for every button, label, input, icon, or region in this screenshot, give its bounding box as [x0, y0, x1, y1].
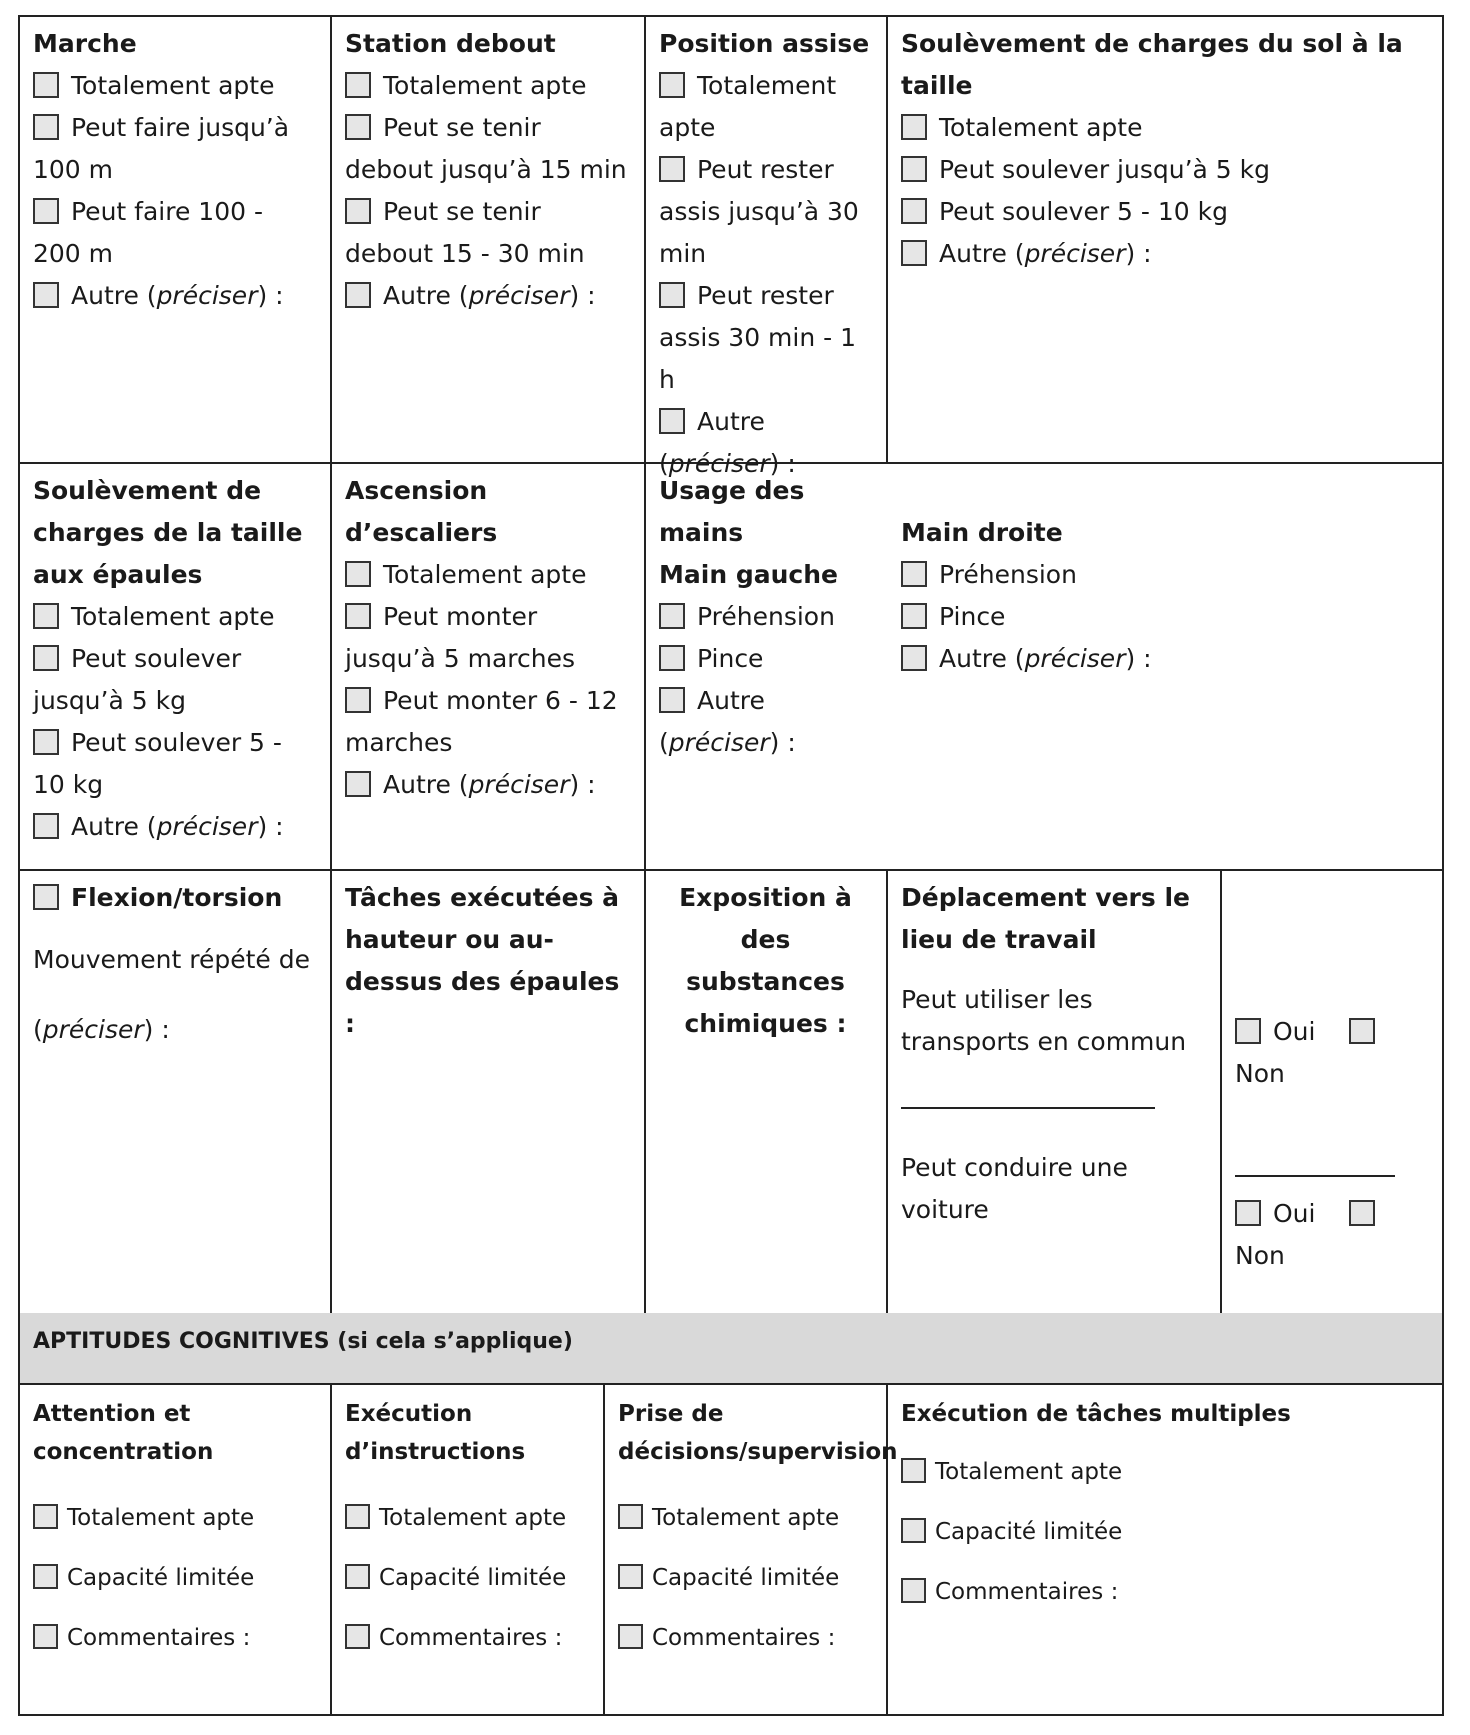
option-totally-fit[interactable] [33, 1499, 316, 1537]
option-limited[interactable] [345, 1559, 589, 1597]
instructions-title: Exécution d’instructions [345, 1401, 526, 1465]
assessment-form [18, 15, 1444, 1716]
checkbox[interactable] [618, 1624, 643, 1649]
option-5-10kg[interactable] [901, 191, 1430, 233]
option-label: Commentaires : [935, 1579, 1119, 1605]
option-label: Peut faire jusqu’à 100 m [33, 113, 290, 184]
checkbox[interactable] [33, 1624, 58, 1649]
option-label: Totalement apte [383, 560, 587, 589]
walking-title: Marche [33, 29, 137, 58]
lift-floor-waist-title: Soulèvement de charges du sol à la taille [901, 29, 1403, 100]
row-mobility [18, 15, 1444, 478]
cell-sitting [644, 15, 886, 478]
checkbox[interactable] [901, 645, 927, 671]
checkbox[interactable] [33, 72, 59, 98]
other-label: Autre [697, 407, 765, 436]
option-left-other[interactable]: Autre (préciser) : [659, 686, 796, 757]
option-comments[interactable] [345, 1619, 589, 1657]
other-hint: préciser [668, 449, 770, 478]
other-label: Autre [383, 281, 451, 310]
commute-title: Déplacement vers le lieu de travail [901, 883, 1190, 954]
other-suffix: ) : [1125, 644, 1152, 673]
no-label: Non [1235, 1241, 1285, 1270]
sitting-title: Position assise [659, 29, 870, 58]
checkbox[interactable] [901, 198, 927, 224]
checkbox-yes[interactable] [1235, 1018, 1261, 1044]
option-label: Totalement apte [383, 71, 587, 100]
option-comments[interactable] [33, 1619, 316, 1657]
checkbox-yes[interactable] [1235, 1200, 1261, 1226]
option-label: Peut soulever 5 - 10 kg [939, 197, 1228, 226]
other-label: Autre [71, 281, 139, 310]
option-label: Totalement apte [379, 1505, 567, 1531]
transit-yes-no [1235, 1011, 1435, 1095]
other-label: Autre [697, 686, 765, 715]
other-hint: préciser [668, 728, 770, 757]
no-label: Non [1235, 1059, 1285, 1088]
option-label: Pince [939, 602, 1006, 631]
checkbox[interactable] [345, 114, 371, 140]
checkbox[interactable] [33, 813, 59, 839]
checkbox[interactable] [618, 1564, 643, 1589]
option-other[interactable]: Autre (préciser) : [33, 275, 316, 317]
checkbox[interactable] [345, 603, 371, 629]
option-right-other[interactable]: Autre (préciser) : [901, 638, 1401, 680]
option-label: Peut se tenir debout 15 - 30 min [345, 197, 585, 268]
option-other[interactable]: Autre (préciser) : [33, 806, 316, 848]
option-label: Peut soulever jusqu’à 5 kg [33, 644, 242, 715]
checkbox[interactable] [345, 1624, 370, 1649]
cognitive-section-title: APTITUDES COGNITIVES (si cela s’applique) [33, 1329, 573, 1354]
repeat-movement-label: Mouvement répété de [33, 945, 310, 974]
chemicals-title: Exposition à des substances chimiques : [679, 883, 852, 1038]
option-totally-fit[interactable] [345, 65, 630, 107]
row-posture [18, 869, 1444, 1313]
other-label: Autre [939, 644, 1007, 673]
option-label: Peut soulever 5 - 10 kg [33, 728, 282, 799]
option-6-12-steps[interactable] [345, 680, 630, 764]
stairs-title: Ascension d’escaliers [345, 476, 498, 547]
checkbox-no[interactable] [1349, 1018, 1375, 1044]
option-totally-fit[interactable] [33, 596, 316, 638]
option-label: Capacité limitée [67, 1565, 255, 1591]
checkbox[interactable] [618, 1504, 643, 1529]
other-suffix: ) : [769, 449, 796, 478]
checkbox-no[interactable] [1349, 1200, 1375, 1226]
checkbox[interactable] [659, 72, 685, 98]
option-label: Peut rester assis 30 min - 1 h [659, 281, 857, 394]
other-hint: préciser [1024, 239, 1126, 268]
checkbox[interactable] [345, 687, 371, 713]
overhead-title: Tâches exécutées à hauteur ou au-dessus des épaules : [345, 883, 620, 1038]
option-label: Totalement apte [71, 602, 275, 631]
checkbox[interactable] [33, 114, 59, 140]
option-other[interactable]: Autre (préciser) : [345, 764, 630, 806]
other-hint: préciser [468, 770, 570, 799]
checkbox[interactable] [345, 1564, 370, 1589]
standing-title: Station debout [345, 29, 556, 58]
yes-label: Oui [1273, 1017, 1316, 1046]
option-label: Totalement apte [652, 1505, 840, 1531]
option-up-to-5kg[interactable] [33, 638, 316, 722]
flexion-title: Flexion/torsion [71, 883, 283, 912]
hint-text: préciser [42, 1015, 144, 1044]
option-30min-1h[interactable] [659, 275, 872, 401]
option-label: Peut monter 6 - 12 marches [345, 686, 618, 757]
checkbox[interactable] [659, 645, 685, 671]
other-hint: préciser [156, 281, 258, 310]
option-label: Commentaires : [379, 1625, 563, 1651]
left-hand-title: Main gauche [659, 560, 838, 589]
checkbox[interactable] [345, 771, 371, 797]
option-label: Préhension [939, 560, 1077, 589]
checkbox[interactable] [33, 282, 59, 308]
option-other[interactable]: Autre (préciser) : [345, 275, 630, 317]
cell-multitask [886, 1383, 1444, 1716]
option-comments[interactable] [901, 1573, 1430, 1611]
checkbox[interactable] [345, 282, 371, 308]
option-label: Préhension [697, 602, 835, 631]
checkbox[interactable] [33, 884, 59, 910]
checkbox[interactable] [345, 72, 371, 98]
checkbox[interactable] [659, 687, 685, 713]
left-hand-column [659, 470, 869, 764]
checkbox[interactable] [659, 408, 685, 434]
option-left-pinch[interactable] [659, 638, 869, 680]
drive-label: Peut conduire une voiture [901, 1153, 1128, 1224]
cell-lift-floor-waist [886, 15, 1444, 462]
option-right-pinch[interactable] [901, 596, 1401, 638]
checkbox[interactable] [33, 645, 59, 671]
checkbox[interactable] [345, 1504, 370, 1529]
checkbox[interactable] [659, 282, 685, 308]
option-label: Totalement apte [67, 1505, 255, 1531]
other-label: Autre [71, 812, 139, 841]
option-totally-fit[interactable] [345, 1499, 589, 1537]
option-label: Peut faire 100 - 200 m [33, 197, 263, 268]
cell-commute [886, 869, 1220, 1313]
checkbox[interactable] [901, 603, 927, 629]
option-limited[interactable] [618, 1559, 872, 1597]
checkbox[interactable] [345, 561, 371, 587]
other-suffix: ) : [769, 728, 796, 757]
cell-walking [18, 15, 330, 462]
cell-commute-answers [1220, 869, 1444, 1313]
option-other[interactable]: Autre (préciser) : [901, 233, 1430, 275]
hint-suffix: ) : [143, 1015, 170, 1044]
option-label: Peut soulever jusqu’à 5 kg [939, 155, 1270, 184]
cell-attention [18, 1383, 330, 1716]
yes-label: Oui [1273, 1199, 1316, 1228]
option-15-30min[interactable] [345, 191, 630, 275]
option-label: Totalement apte [71, 71, 275, 100]
answer-line[interactable] [901, 1107, 1155, 1109]
option-label: Totalement apte [939, 113, 1143, 142]
option-totally-fit[interactable] [901, 107, 1430, 149]
row-strength [18, 462, 1444, 869]
option-label: Capacité limitée [652, 1565, 840, 1591]
checkbox[interactable] [901, 240, 927, 266]
option-label: Peut se tenir debout jusqu’à 15 min [345, 113, 627, 184]
option-right-grasp[interactable] [901, 554, 1401, 596]
checkbox[interactable] [345, 198, 371, 224]
option-up-to-15min[interactable] [345, 107, 630, 191]
other-hint: préciser [156, 812, 258, 841]
answer-line[interactable] [1235, 1175, 1395, 1177]
checkbox[interactable] [33, 198, 59, 224]
cell-decisions [603, 1383, 898, 1716]
other-hint: préciser [468, 281, 570, 310]
option-label: Capacité limitée [935, 1519, 1123, 1545]
option-label: Peut monter jusqu’à 5 marches [345, 602, 575, 673]
checkbox[interactable] [33, 729, 59, 755]
other-label: Autre [939, 239, 1007, 268]
other-suffix: ) : [569, 770, 596, 799]
option-label: Commentaires : [67, 1625, 251, 1651]
option-other[interactable]: Autre (préciser) : [659, 407, 796, 478]
other-suffix: ) : [257, 812, 284, 841]
option-totally-fit[interactable] [345, 554, 630, 596]
option-totally-fit[interactable] [659, 65, 872, 149]
checkbox[interactable] [901, 156, 927, 182]
checkbox[interactable] [901, 1458, 926, 1483]
drive-yes-no [1235, 1193, 1435, 1277]
option-totally-fit[interactable] [901, 1453, 1430, 1491]
cell-overhead [330, 869, 644, 1313]
option-left-grasp[interactable] [659, 596, 869, 638]
option-up-to-5-steps[interactable] [345, 596, 630, 680]
cell-lift-waist-shoulders [18, 462, 330, 869]
right-hand-title: Main droite [901, 518, 1063, 547]
other-suffix: ) : [257, 281, 284, 310]
other-suffix: ) : [1125, 239, 1152, 268]
row-cognitive [18, 1383, 1444, 1716]
checkbox[interactable] [33, 1504, 58, 1529]
option-up-to-100m[interactable] [33, 107, 316, 191]
transit-label: Peut utiliser les transports en commun [901, 985, 1187, 1056]
checkbox[interactable] [33, 1564, 58, 1589]
cell-standing [330, 15, 644, 462]
other-hint: préciser [1024, 644, 1126, 673]
cell-hands [644, 462, 1444, 869]
option-label: Totalement apte [935, 1459, 1123, 1485]
hands-title: Usage des mains [659, 476, 805, 547]
option-up-to-30min[interactable] [659, 149, 872, 275]
option-label: Peut rester assis jusqu’à 30 min [659, 155, 859, 268]
cell-stairs [330, 462, 644, 869]
option-label: Capacité limitée [379, 1565, 567, 1591]
option-up-to-5kg[interactable] [901, 149, 1430, 191]
decisions-title: Prise de décisions/supervision [618, 1401, 898, 1465]
checkbox[interactable] [901, 561, 927, 587]
lift-waist-shoulders-title: Soulèvement de charges de la taille aux épaules [33, 476, 303, 589]
flexion-option[interactable] [33, 877, 316, 919]
option-limited[interactable] [901, 1513, 1430, 1551]
checkbox[interactable] [901, 1578, 926, 1603]
option-label: Totalement apte [659, 71, 837, 142]
option-label: Pince [697, 644, 764, 673]
attention-title: Attention et concentration [33, 1401, 214, 1465]
option-comments[interactable] [618, 1619, 872, 1657]
multitask-title: Exécution de tâches multiples [901, 1401, 1291, 1427]
other-label: Autre [383, 770, 451, 799]
option-limited[interactable] [33, 1559, 316, 1597]
checkbox[interactable] [33, 603, 59, 629]
option-label: Commentaires : [652, 1625, 836, 1651]
checkbox[interactable] [901, 1518, 926, 1543]
right-hand-column [901, 512, 1401, 680]
checkbox[interactable] [901, 114, 927, 140]
option-totally-fit[interactable] [618, 1499, 872, 1537]
option-100-200m[interactable] [33, 191, 316, 275]
cell-flexion [18, 869, 330, 1313]
checkbox[interactable] [659, 603, 685, 629]
option-totally-fit[interactable] [33, 65, 316, 107]
cell-instructions [330, 1383, 603, 1716]
flexion-hint: (préciser) : [33, 1015, 170, 1044]
cognitive-section-header [20, 1313, 1442, 1383]
other-suffix: ) : [569, 281, 596, 310]
checkbox[interactable] [659, 156, 685, 182]
option-5-10kg[interactable] [33, 722, 316, 806]
cell-chemicals [644, 869, 886, 1313]
